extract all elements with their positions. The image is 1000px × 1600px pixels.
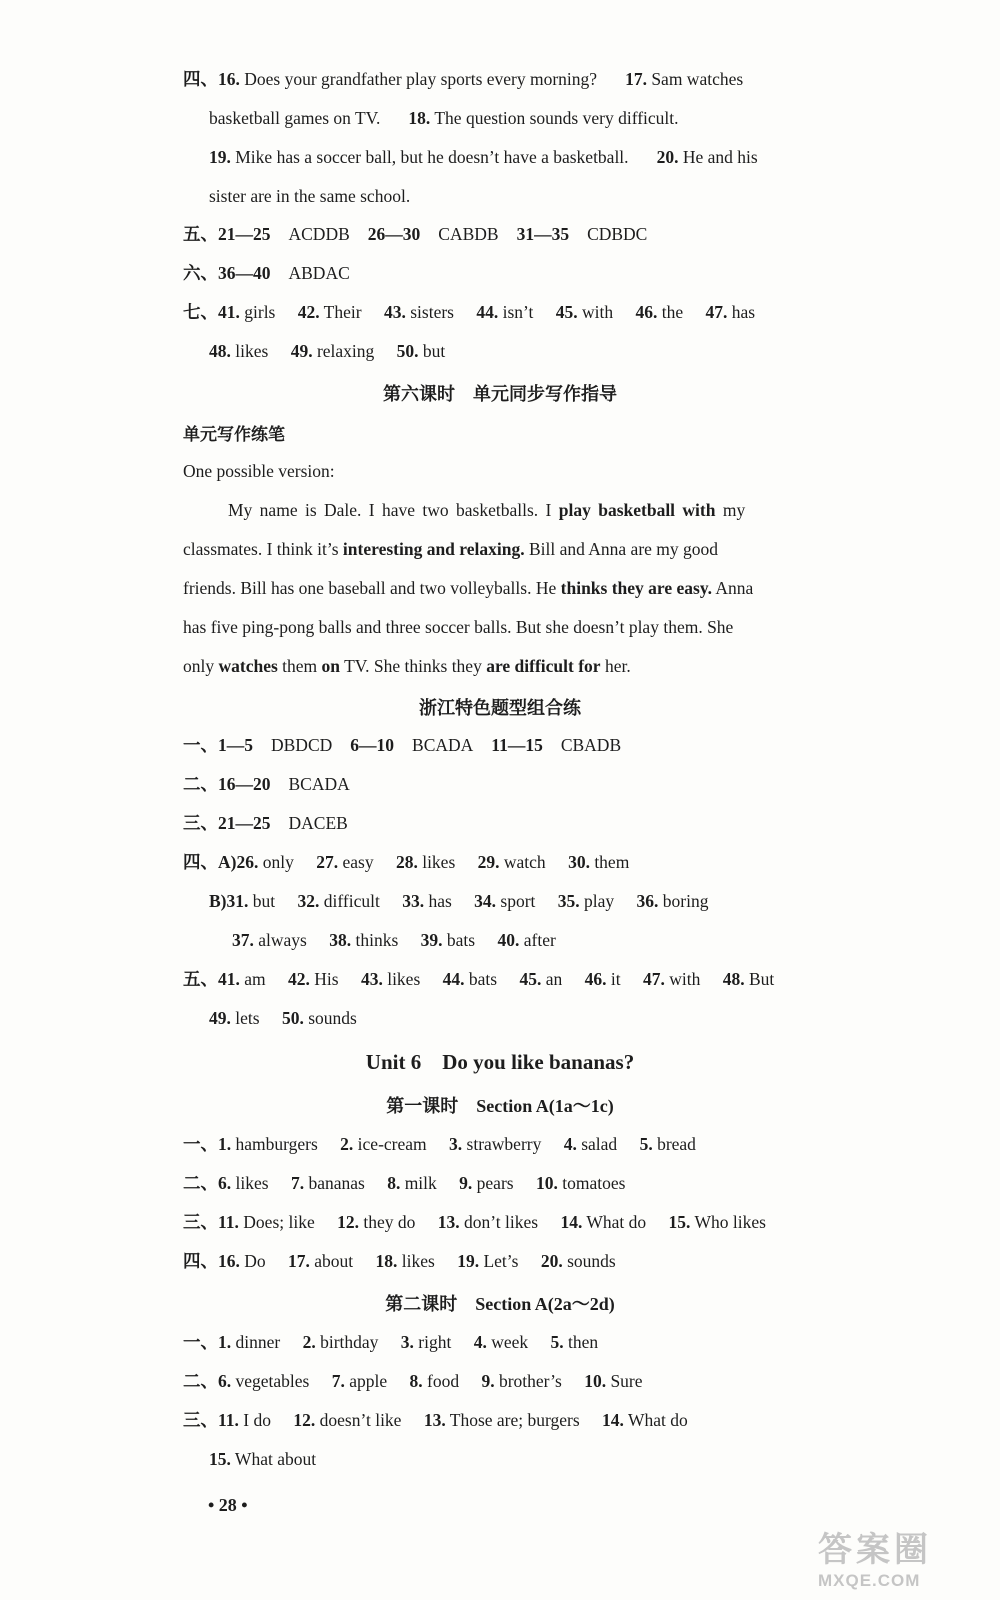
answer-line: 四、A)26. only 27. easy 28. likes 29. watch 30. them — [183, 852, 630, 872]
answer-line: 六、36—40 ABDAC — [183, 263, 350, 283]
answer-line: 三、21—25 DACEB — [183, 813, 348, 833]
lesson-heading: 第二课时 Section A(2a～2d) — [385, 1294, 615, 1314]
answer-line: 四、16. Does your grandfather play sports every morning? 17. Sam watches — [183, 69, 744, 89]
answer-line: 一、1. dinner 2. birthday 3. right 4. week 5. then — [183, 1332, 599, 1352]
answer-line: 一、1. hamburgers 2. ice-cream 3. strawberry 4. salad 5. bread — [183, 1134, 696, 1154]
answer-line: sister are in the same school. — [209, 186, 411, 206]
answer-line: 二、16—20 BCADA — [183, 774, 350, 794]
writing-line: My name is Dale. I have two basketballs. I play basketball with my — [228, 500, 746, 520]
writing-label: 单元写作练笔 — [183, 425, 285, 444]
answer-line: basketball games on TV. 18. The question sounds very difficult. — [209, 108, 679, 128]
answer-line: 48. likes 49. relaxing 50. but — [209, 341, 446, 361]
answer-line: 二、6. likes 7. bananas 8. milk 9. pears 10. tomatoes — [183, 1173, 626, 1193]
answer-line: 一、1—5 DBDCD 6—10 BCADA 11—15 CBADB — [183, 735, 622, 755]
answer-line: 19. Mike has a soccer ball, but he doesn’t have a basketball. 20. He and his — [209, 147, 758, 167]
answer-line: 49. lets 50. sounds — [209, 1008, 357, 1028]
writing-line: has five ping-pong balls and three soccer balls. But she doesn’t play them. She — [183, 617, 734, 637]
answer-line: 15. What about — [209, 1449, 317, 1469]
answer-line: 三、11. Does; like 12. they do 13. don’t likes 14. What do 15. Who likes — [183, 1212, 766, 1232]
page-number: • 28 • — [208, 1495, 248, 1515]
unit-title: Unit 6 Do you like bananas? — [365, 1050, 635, 1074]
answer-line: B)31. but 32. difficult 33. has 34. sport 35. play 36. boring — [209, 891, 709, 911]
section-heading: 浙江特色题型组合练 — [419, 698, 581, 718]
writing-line: only watches them on TV. She thinks they are difficult for her. — [183, 656, 631, 676]
writing-line: classmates. I think it’s interesting and relaxing. Bill and Anna are my good — [183, 539, 719, 559]
answer-line: 37. always 38. thinks 39. bats 40. after — [232, 930, 556, 950]
watermark-logo: 答案圈 MXQE.COM — [818, 1531, 932, 1590]
answer-line: 四、16. Do 17. about 18. likes 19. Let’s 20. sounds — [183, 1251, 616, 1271]
answer-line: 三、11. I do 12. doesn’t like 13. Those are; burgers 14. What do — [183, 1410, 688, 1430]
lesson-heading: 第一课时 Section A(1a～1c) — [386, 1096, 614, 1116]
answer-line: 五、41. am 42. His 43. likes 44. bats 45. an 46. it 47. with 48. But — [183, 969, 775, 989]
writing-intro: One possible version: — [183, 461, 335, 481]
answer-line: 五、21—25 ACDDB 26—30 CABDB 31—35 CDBDC — [183, 224, 648, 244]
writing-line: friends. Bill has one baseball and two volleyballs. He thinks they are easy. Anna — [183, 578, 754, 598]
answer-line: 七、41. girls 42. Their 43. sisters 44. isn’t 45. with 46. the 47. has — [183, 302, 756, 322]
lesson-heading: 第六课时 单元同步写作指导 — [383, 384, 617, 404]
answer-line: 二、6. vegetables 7. apple 8. food 9. brother’s 10. Sure — [183, 1371, 643, 1391]
